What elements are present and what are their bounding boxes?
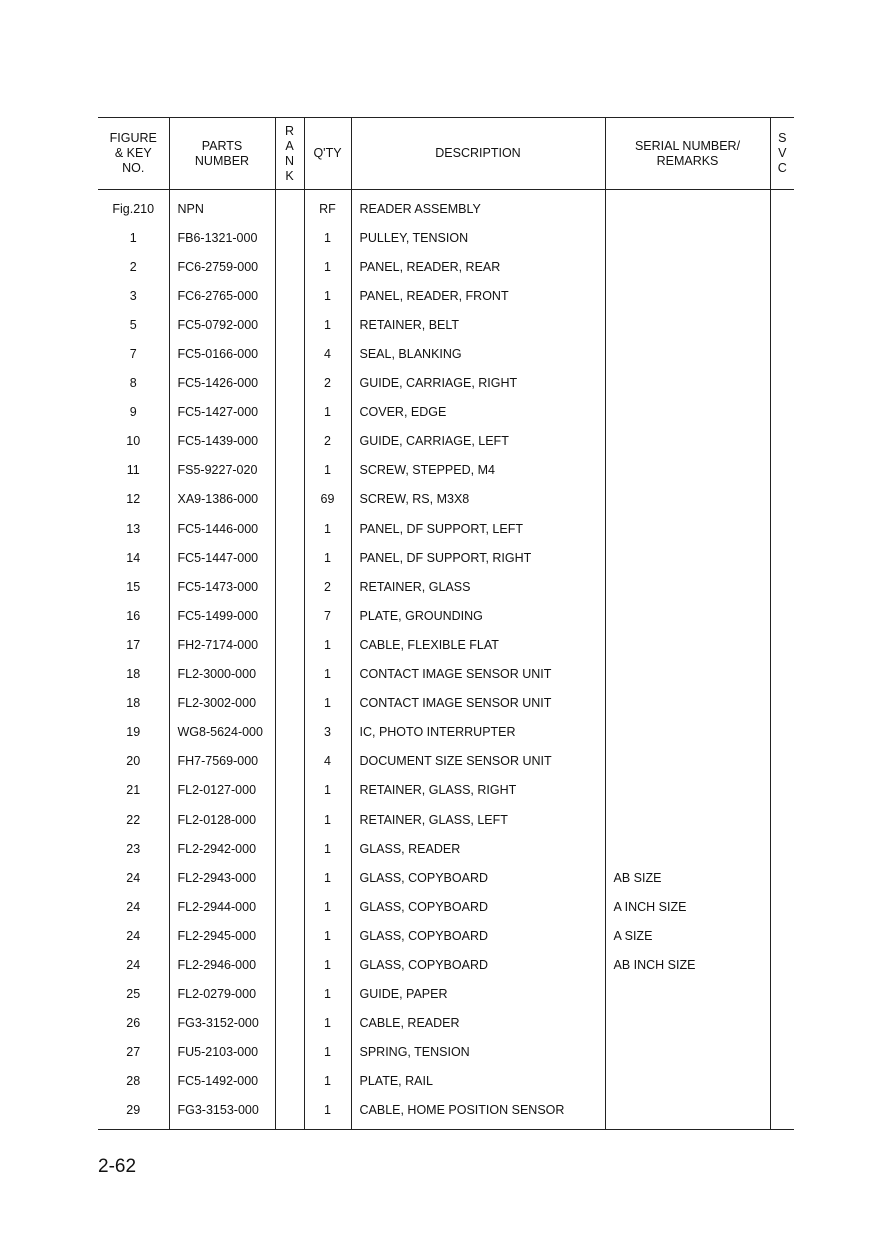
figure-key-cell: 12 xyxy=(126,492,141,507)
table-row xyxy=(98,601,794,630)
description-cell: PANEL, DF SUPPORT, RIGHT xyxy=(351,543,605,572)
rank-cell xyxy=(275,776,304,805)
svc-cell xyxy=(770,921,794,950)
remarks-cell xyxy=(605,1009,770,1038)
rank-cell xyxy=(275,834,304,863)
description-cell: PLATE, RAIL xyxy=(351,1067,605,1096)
svc-cell xyxy=(770,950,794,979)
qty-cell: 7 xyxy=(304,601,351,630)
figure-key-cell: 2 xyxy=(129,259,137,274)
qty-cell: 1 xyxy=(304,805,351,834)
parts-number-cell: NPN xyxy=(169,190,275,224)
rank-cell xyxy=(275,718,304,747)
remarks-cell: A SIZE xyxy=(605,921,770,950)
parts-number-cell: FC5-1439-000 xyxy=(169,427,275,456)
parts-number-cell: FL2-2945-000 xyxy=(169,921,275,950)
rank-cell xyxy=(275,747,304,776)
svc-cell xyxy=(770,1067,794,1096)
rank-cell xyxy=(275,689,304,718)
rank-cell xyxy=(275,339,304,368)
remarks-cell xyxy=(605,660,770,689)
description-cell: CABLE, READER xyxy=(351,1009,605,1038)
qty-cell: 1 xyxy=(304,950,351,979)
qty-cell: 2 xyxy=(304,369,351,398)
description-cell: RETAINER, GLASS, LEFT xyxy=(351,805,605,834)
parts-number-cell: FL2-2942-000 xyxy=(169,834,275,863)
header-parts-number: PARTS NUMBER xyxy=(169,118,275,190)
description-cell: CABLE, FLEXIBLE FLAT xyxy=(351,630,605,659)
description-cell: CONTACT IMAGE SENSOR UNIT xyxy=(351,689,605,718)
figure-key-cell: 16 xyxy=(126,608,141,623)
svc-cell xyxy=(770,980,794,1009)
parts-number-cell: FL2-0279-000 xyxy=(169,980,275,1009)
table-row xyxy=(98,1038,794,1067)
rank-cell xyxy=(275,892,304,921)
svc-cell xyxy=(770,427,794,456)
remarks-cell xyxy=(605,398,770,427)
remarks-cell xyxy=(605,630,770,659)
description-cell: GLASS, READER xyxy=(351,834,605,863)
figure-key-cell: 18 xyxy=(126,696,141,711)
parts-number-cell: FC5-1426-000 xyxy=(169,369,275,398)
table-row xyxy=(98,281,794,310)
parts-number-cell: FC5-1492-000 xyxy=(169,1067,275,1096)
rank-cell xyxy=(275,252,304,281)
remarks-cell xyxy=(605,1038,770,1067)
figure-key-cell: 18 xyxy=(126,667,141,682)
table-row xyxy=(98,892,794,921)
svc-cell xyxy=(770,863,794,892)
header-description: DESCRIPTION xyxy=(351,118,605,190)
qty-cell: 1 xyxy=(304,252,351,281)
table-row xyxy=(98,776,794,805)
table-row xyxy=(98,427,794,456)
qty-cell: 1 xyxy=(304,543,351,572)
description-cell: SPRING, TENSION xyxy=(351,1038,605,1067)
figure-key-cell: 20 xyxy=(126,754,141,769)
table-row xyxy=(98,485,794,514)
remarks-cell xyxy=(605,1096,770,1130)
table-row xyxy=(98,514,794,543)
rank-cell xyxy=(275,310,304,339)
rank-cell xyxy=(275,863,304,892)
figure-key-cell: 13 xyxy=(126,521,141,536)
description-cell: IC, PHOTO INTERRUPTER xyxy=(351,718,605,747)
description-cell: SCREW, STEPPED, M4 xyxy=(351,456,605,485)
qty-cell: 1 xyxy=(304,398,351,427)
figure-key-cell: 15 xyxy=(126,579,141,594)
description-cell: RETAINER, GLASS, RIGHT xyxy=(351,776,605,805)
qty-cell: RF xyxy=(304,190,351,224)
parts-number-cell: WG8-5624-000 xyxy=(169,718,275,747)
rank-cell xyxy=(275,281,304,310)
table-row xyxy=(98,863,794,892)
table-row xyxy=(98,572,794,601)
figure-key-cell: 9 xyxy=(129,405,137,420)
qty-cell: 69 xyxy=(304,485,351,514)
parts-number-cell: FS5-9227-020 xyxy=(169,456,275,485)
svc-cell xyxy=(770,190,794,224)
description-cell: RETAINER, GLASS xyxy=(351,572,605,601)
description-cell: DOCUMENT SIZE SENSOR UNIT xyxy=(351,747,605,776)
description-cell: GLASS, COPYBOARD xyxy=(351,892,605,921)
parts-number-cell: FL2-3000-000 xyxy=(169,660,275,689)
svc-cell xyxy=(770,543,794,572)
qty-cell: 1 xyxy=(304,834,351,863)
table-row xyxy=(98,456,794,485)
parts-number-cell: XA9-1386-000 xyxy=(169,485,275,514)
description-cell: PANEL, DF SUPPORT, LEFT xyxy=(351,514,605,543)
table-row xyxy=(98,747,794,776)
rank-cell xyxy=(275,572,304,601)
parts-number-cell: FL2-2943-000 xyxy=(169,863,275,892)
figure-key-cell: 17 xyxy=(126,637,141,652)
parts-number-cell: FC5-0166-000 xyxy=(169,339,275,368)
figure-key-cell: 14 xyxy=(126,550,141,565)
svc-cell xyxy=(770,805,794,834)
table-row xyxy=(98,660,794,689)
rank-cell xyxy=(275,456,304,485)
rank-cell xyxy=(275,190,304,224)
table-row xyxy=(98,398,794,427)
remarks-cell xyxy=(605,776,770,805)
description-cell: GLASS, COPYBOARD xyxy=(351,921,605,950)
svc-cell xyxy=(770,630,794,659)
svc-cell xyxy=(770,369,794,398)
figure-key-cell: 24 xyxy=(126,870,141,885)
figure-key-cell: 22 xyxy=(126,812,141,827)
parts-number-cell: FL2-2944-000 xyxy=(169,892,275,921)
rank-cell xyxy=(275,427,304,456)
table-row xyxy=(98,718,794,747)
qty-cell: 1 xyxy=(304,456,351,485)
remarks-cell xyxy=(605,601,770,630)
svc-cell xyxy=(770,834,794,863)
rank-cell xyxy=(275,1009,304,1038)
parts-number-cell: FC5-1447-000 xyxy=(169,543,275,572)
remarks-cell xyxy=(605,543,770,572)
remarks-cell: A INCH SIZE xyxy=(605,892,770,921)
parts-number-cell: FG3-3153-000 xyxy=(169,1096,275,1130)
svc-cell xyxy=(770,601,794,630)
svc-cell xyxy=(770,1038,794,1067)
figure-key-cell: 27 xyxy=(126,1045,141,1060)
qty-cell: 4 xyxy=(304,339,351,368)
remarks-cell xyxy=(605,281,770,310)
qty-cell: 2 xyxy=(304,427,351,456)
rank-cell xyxy=(275,543,304,572)
qty-cell: 1 xyxy=(304,514,351,543)
svc-cell xyxy=(770,718,794,747)
qty-cell: 4 xyxy=(304,747,351,776)
figure-key-cell: 10 xyxy=(126,434,141,449)
remarks-cell xyxy=(605,456,770,485)
table-row xyxy=(98,310,794,339)
parts-number-cell: FG3-3152-000 xyxy=(169,1009,275,1038)
figure-key-cell: 21 xyxy=(126,783,141,798)
table-row xyxy=(98,980,794,1009)
svc-cell xyxy=(770,892,794,921)
table-row xyxy=(98,190,794,224)
figure-key-cell: 11 xyxy=(126,463,140,478)
rank-cell xyxy=(275,1038,304,1067)
figure-key-cell: Fig.210 xyxy=(112,201,155,216)
table-row xyxy=(98,369,794,398)
header-figure-key-no: FIGURE & KEY NO. xyxy=(98,118,169,190)
table-row xyxy=(98,921,794,950)
figure-key-cell: 23 xyxy=(126,841,141,856)
header-svc: S V C xyxy=(770,118,794,190)
qty-cell: 1 xyxy=(304,223,351,252)
figure-key-cell: 24 xyxy=(126,928,141,943)
table-row xyxy=(98,252,794,281)
table-row xyxy=(98,689,794,718)
rank-cell xyxy=(275,950,304,979)
remarks-cell xyxy=(605,427,770,456)
description-cell: SCREW, RS, M3X8 xyxy=(351,485,605,514)
svc-cell xyxy=(770,398,794,427)
qty-cell: 1 xyxy=(304,1009,351,1038)
figure-key-cell: 24 xyxy=(126,957,141,972)
qty-cell: 1 xyxy=(304,1096,351,1130)
description-cell: GUIDE, CARRIAGE, RIGHT xyxy=(351,369,605,398)
parts-number-cell: FL2-3002-000 xyxy=(169,689,275,718)
svc-cell xyxy=(770,485,794,514)
table-row xyxy=(98,1009,794,1038)
header-serial-remarks: SERIAL NUMBER/ REMARKS xyxy=(605,118,770,190)
rank-cell xyxy=(275,223,304,252)
rank-cell xyxy=(275,1067,304,1096)
description-cell: CABLE, HOME POSITION SENSOR xyxy=(351,1096,605,1130)
qty-cell: 1 xyxy=(304,980,351,1009)
parts-number-cell: FU5-2103-000 xyxy=(169,1038,275,1067)
qty-cell: 1 xyxy=(304,1038,351,1067)
rank-cell xyxy=(275,921,304,950)
figure-key-cell: 8 xyxy=(129,376,137,391)
figure-key-cell: 25 xyxy=(126,987,141,1002)
svc-cell xyxy=(770,1009,794,1038)
table-row xyxy=(98,950,794,979)
svc-cell xyxy=(770,310,794,339)
qty-cell: 1 xyxy=(304,921,351,950)
remarks-cell xyxy=(605,805,770,834)
svc-cell xyxy=(770,747,794,776)
parts-number-cell: FH7-7569-000 xyxy=(169,747,275,776)
remarks-cell xyxy=(605,252,770,281)
rank-cell xyxy=(275,485,304,514)
rank-cell xyxy=(275,805,304,834)
qty-cell: 1 xyxy=(304,689,351,718)
remarks-cell xyxy=(605,339,770,368)
svc-cell xyxy=(770,281,794,310)
parts-number-cell: FC5-1499-000 xyxy=(169,601,275,630)
description-cell: GLASS, COPYBOARD xyxy=(351,863,605,892)
qty-cell: 1 xyxy=(304,630,351,659)
figure-key-cell: 24 xyxy=(126,899,141,914)
header-qty: Q'TY xyxy=(304,118,351,190)
remarks-cell xyxy=(605,834,770,863)
qty-cell: 1 xyxy=(304,892,351,921)
parts-number-cell: FL2-2946-000 xyxy=(169,950,275,979)
parts-number-cell: FL2-0127-000 xyxy=(169,776,275,805)
parts-number-cell: FL2-0128-000 xyxy=(169,805,275,834)
qty-cell: 1 xyxy=(304,310,351,339)
svc-cell xyxy=(770,514,794,543)
description-cell: SEAL, BLANKING xyxy=(351,339,605,368)
parts-list-table xyxy=(98,117,794,1130)
remarks-cell xyxy=(605,718,770,747)
remarks-cell xyxy=(605,310,770,339)
remarks-cell xyxy=(605,369,770,398)
qty-cell: 1 xyxy=(304,863,351,892)
rank-cell xyxy=(275,398,304,427)
parts-number-cell: FC6-2765-000 xyxy=(169,281,275,310)
svc-cell xyxy=(770,252,794,281)
description-cell: GLASS, COPYBOARD xyxy=(351,950,605,979)
header-row xyxy=(98,118,794,190)
qty-cell: 1 xyxy=(304,1067,351,1096)
figure-key-cell: 19 xyxy=(126,725,141,740)
figure-key-cell: 5 xyxy=(129,317,137,332)
description-cell: GUIDE, PAPER xyxy=(351,980,605,1009)
svc-cell xyxy=(770,1096,794,1130)
rank-cell xyxy=(275,980,304,1009)
table-row xyxy=(98,630,794,659)
remarks-cell: AB SIZE xyxy=(605,863,770,892)
parts-number-cell: FC5-0792-000 xyxy=(169,310,275,339)
description-cell: RETAINER, BELT xyxy=(351,310,605,339)
qty-cell: 1 xyxy=(304,660,351,689)
remarks-cell xyxy=(605,689,770,718)
remarks-cell xyxy=(605,572,770,601)
table-row xyxy=(98,1096,794,1130)
rank-cell xyxy=(275,601,304,630)
qty-cell: 2 xyxy=(304,572,351,601)
svc-cell xyxy=(770,223,794,252)
description-cell: READER ASSEMBLY xyxy=(351,190,605,224)
table-row xyxy=(98,223,794,252)
remarks-cell xyxy=(605,485,770,514)
remarks-cell xyxy=(605,980,770,1009)
qty-cell: 3 xyxy=(304,718,351,747)
qty-cell: 1 xyxy=(304,776,351,805)
svc-cell xyxy=(770,456,794,485)
remarks-cell: AB INCH SIZE xyxy=(605,950,770,979)
description-cell: COVER, EDGE xyxy=(351,398,605,427)
table-row xyxy=(98,834,794,863)
figure-key-cell: 1 xyxy=(129,230,137,245)
rank-cell xyxy=(275,1096,304,1130)
qty-cell: 1 xyxy=(304,281,351,310)
parts-table-body xyxy=(98,190,794,1130)
description-cell: PANEL, READER, REAR xyxy=(351,252,605,281)
description-cell: PANEL, READER, FRONT xyxy=(351,281,605,310)
table-row xyxy=(98,805,794,834)
remarks-cell xyxy=(605,747,770,776)
table-row xyxy=(98,543,794,572)
rank-cell xyxy=(275,369,304,398)
parts-number-cell: FC5-1446-000 xyxy=(169,514,275,543)
description-cell: PLATE, GROUNDING xyxy=(351,601,605,630)
parts-number-cell: FC6-2759-000 xyxy=(169,252,275,281)
svc-cell xyxy=(770,660,794,689)
remarks-cell xyxy=(605,514,770,543)
rank-cell xyxy=(275,630,304,659)
remarks-cell xyxy=(605,190,770,224)
page-number: 2-62 xyxy=(98,1156,137,1177)
figure-key-cell: 3 xyxy=(129,288,137,303)
figure-key-cell: 26 xyxy=(126,1016,141,1031)
parts-number-cell: FB6-1321-000 xyxy=(169,223,275,252)
parts-number-cell: FH2-7174-000 xyxy=(169,630,275,659)
description-cell: PULLEY, TENSION xyxy=(351,223,605,252)
parts-number-cell: FC5-1427-000 xyxy=(169,398,275,427)
rank-cell xyxy=(275,514,304,543)
svc-cell xyxy=(770,689,794,718)
rank-cell xyxy=(275,660,304,689)
remarks-cell xyxy=(605,1067,770,1096)
table-row xyxy=(98,1067,794,1096)
svc-cell xyxy=(770,339,794,368)
svc-cell xyxy=(770,776,794,805)
figure-key-cell: 28 xyxy=(126,1074,141,1089)
svc-cell xyxy=(770,572,794,601)
remarks-cell xyxy=(605,223,770,252)
parts-number-cell: FC5-1473-000 xyxy=(169,572,275,601)
figure-key-cell: 29 xyxy=(98,1096,169,1130)
description-cell: CONTACT IMAGE SENSOR UNIT xyxy=(351,660,605,689)
figure-key-cell: 7 xyxy=(129,347,137,362)
table-row xyxy=(98,339,794,368)
header-rank: R A N K xyxy=(275,118,304,190)
description-cell: GUIDE, CARRIAGE, LEFT xyxy=(351,427,605,456)
